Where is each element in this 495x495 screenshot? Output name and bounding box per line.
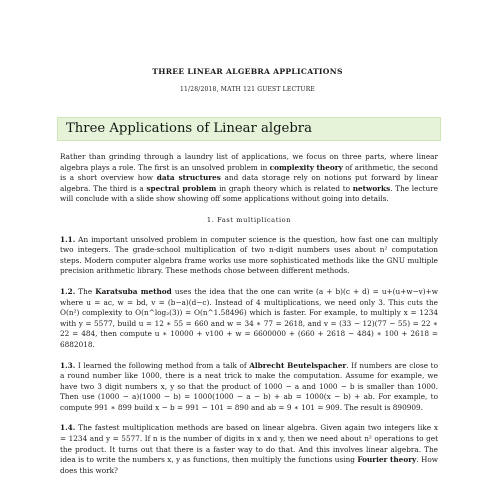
- section-heading: 1. Fast multiplication: [206, 215, 292, 224]
- document-title: THREE LINEAR ALGEBRA APPLICATIONS: [152, 67, 343, 76]
- banner-title: Three Applications of Linear algebra: [66, 121, 312, 136]
- intro-bold-complexity: complexity theory: [269, 162, 343, 172]
- intro-text-3: and data storage rely on notions put forward by linear algebra. The third is a: [60, 173, 439, 193]
- beutelspacher-bold: Albrecht Beutelspacher: [249, 360, 347, 370]
- fourier-bold: Fourier theory: [357, 455, 417, 465]
- paragraph-text: The: [75, 286, 96, 296]
- intro-paragraph: [60, 152, 438, 205]
- intro-text-5: . The lecture will conclude with a slide show showing off some applications without going into details.: [60, 183, 438, 204]
- paragraph-text: I learned the following method from a talk of: [75, 360, 250, 370]
- paragraph-number: 1.4.: [60, 423, 76, 433]
- document-subtitle: 11/28/2018, MATH 121 GUEST LECTURE: [179, 86, 315, 93]
- paragraph-text: . If numbers are close to a round number like 1000, there is a neat trick to make the computation. Assume for example, we have two 3 digit numbers x, y so that the product of 1000 − a and 1000 − b is smaller than 1000. Then use (1000 − a)(1000 − b) = 1000(1000 − a − b) + ab = 1000(x − b) + ab. For example, to compute 991 ∗ 899 build x − b = 991 − 101 = 890 and ab = 9 ∗ 101 = 909. The result is 890909.: [60, 360, 438, 412]
- document-body: [60, 152, 438, 486]
- intro-text-4: in graph theory which is related to: [216, 183, 353, 193]
- paragraph-number: 1.2.: [60, 286, 76, 296]
- intro-text-1: Rather than grinding through a laundry list of applications, we focus on three parts, where linear algebra plays a role. The first is an unsolved problem in: [60, 152, 438, 172]
- paragraph-text: The fastest multiplication methods are based on linear algebra. Given again two integers like x = 1234 and y = 5577. If n is the number of digits in x and y, then we need about n² operations to get the product. It turns out that there is a faster way to do that. And this involves linear algebra. The idea is to write the numbers x, y as functions, then multiply the functions using: [60, 423, 438, 465]
- paragraph-1-3: [60, 361, 438, 414]
- karatsuba-bold: Karatsuba method: [95, 286, 172, 296]
- paragraph-number: 1.1.: [60, 234, 76, 244]
- intro-text-2: of arithmetic, the second is a short overview how: [60, 162, 439, 183]
- paragraph-1-1: [60, 235, 438, 277]
- paragraph-1-2: [60, 287, 438, 351]
- intro-bold-spectral: spectral problem: [146, 183, 217, 193]
- paragraph-text: . How does this work?: [60, 455, 438, 475]
- paragraph-1-4: [60, 423, 438, 476]
- paragraph-number: 1.3.: [60, 360, 76, 370]
- title-banner: [57, 117, 441, 141]
- paragraph-text: uses the idea that the one can write (a + b)(c + d) = u+(u+w−v)+w where u = ac, w = bd, v = (b−a)(d−c). Instead of 4 multiplications, we need only 3. This cuts the O(n²) complexity to O(n^log₂(3)) = O(n^1.58496) which is faster. For example, to multiply x = 1234 with y = 5577, build u = 12 ∗ 55 = 660 and w = 34 ∗ 77 = 2618, and v = (33 − 12)(77 − 55) = 22 ∗ 22 = 484, then compute u ∗ 10000 + v100 + w = 6600000 + (660 + 2618 − 484) ∗ 100 + 2618 = 6882018.: [60, 286, 439, 349]
- paragraph-text: An important unsolved problem in computer science is the question, how fast one can multiply two integers. The grade-school multiplication of two n-digit numbers uses about n² computation steps. Modern computer algebra frame works use more sophisticated methods like the GNU multiple precision arithmetic library. These methods chose between different methods.: [60, 234, 438, 276]
- intro-bold-data-structures: data structures: [156, 173, 221, 183]
- intro-bold-networks: networks: [352, 183, 391, 193]
